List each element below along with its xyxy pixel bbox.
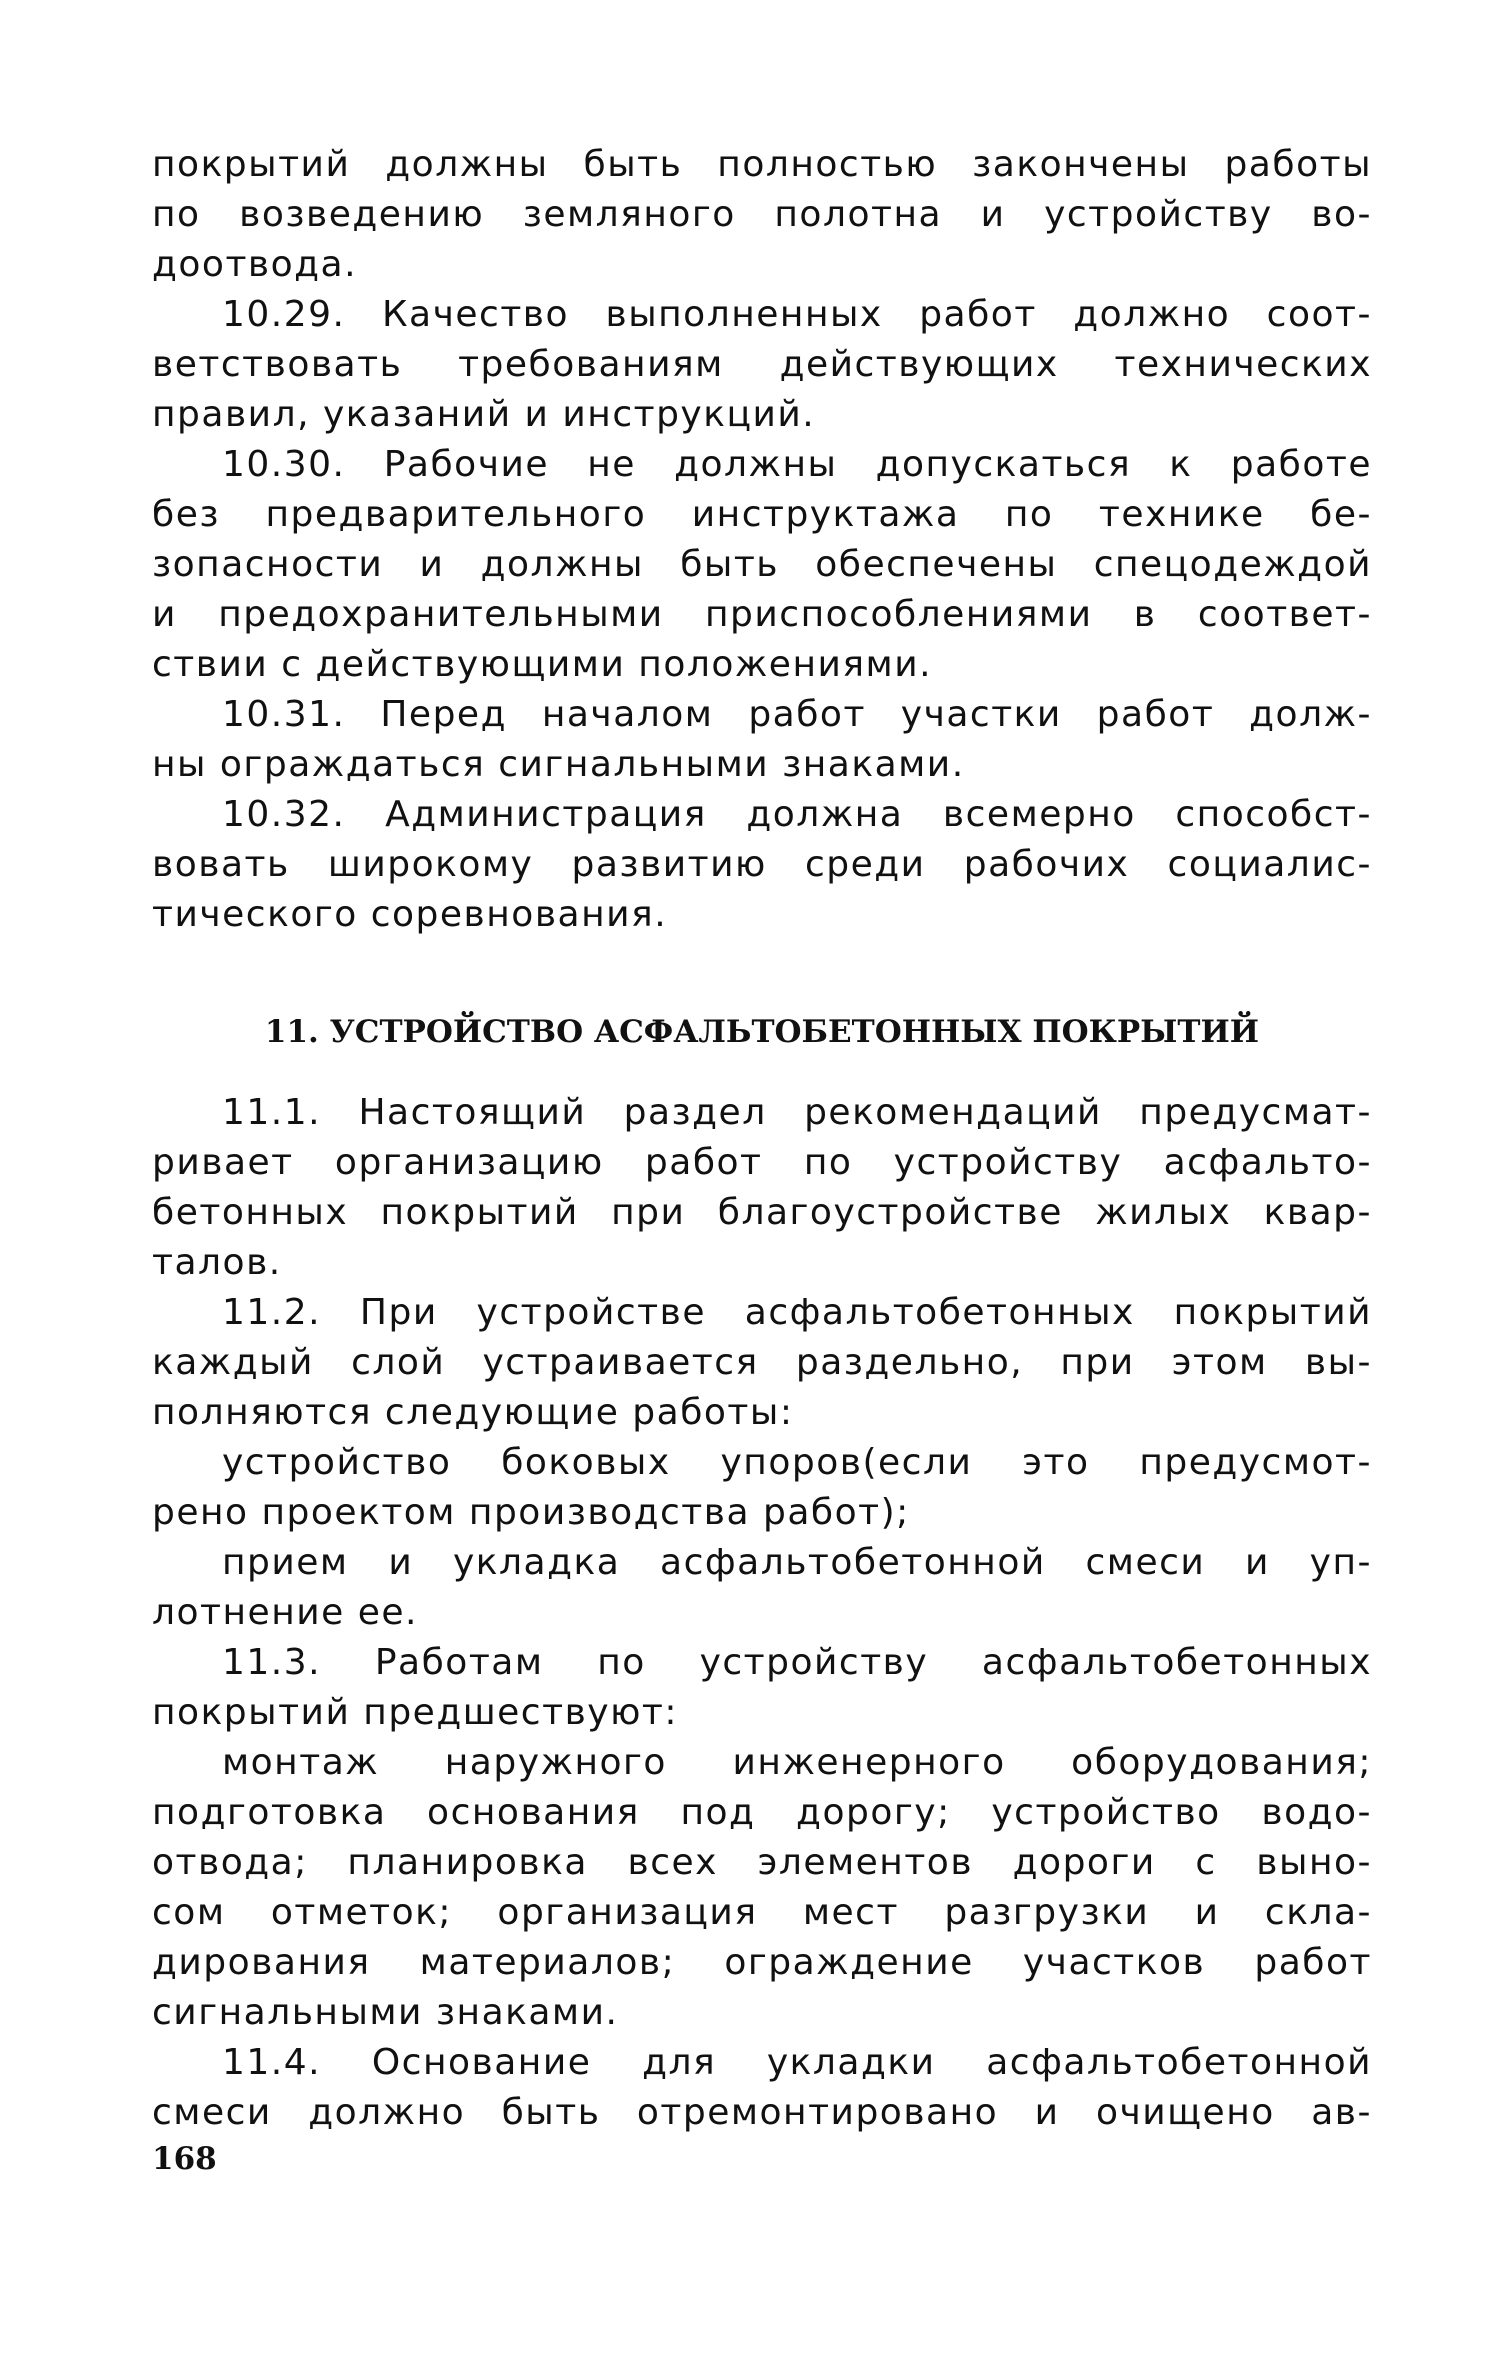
section-11-line: смеси должно быть отремонтировано и очищено ав- xyxy=(152,2092,1372,2133)
section-11-line: покрытий предшествуют: xyxy=(152,1692,678,1733)
section-10-line: вовать широкому развитию среди рабочих социалис- xyxy=(152,844,1372,885)
section-11-line: талов. xyxy=(152,1242,282,1283)
section-10-line: без предварительного инструктажа по технике бе- xyxy=(152,494,1372,535)
section-10-line: 10.29. Качество выполненных работ должно соот- xyxy=(222,294,1372,335)
section-11-line: лотнение ее. xyxy=(152,1592,418,1633)
section-10-line: 10.31. Перед началом работ участки работ долж- xyxy=(222,694,1372,735)
section-10-line: зопасности и должны быть обеспечены спецодеждой xyxy=(152,544,1372,585)
section-10-continuation xyxy=(152,140,1372,940)
section-11-line: прием и укладка асфальтобетонной смеси и уп- xyxy=(222,1542,1372,1583)
section-10-line: и предохранительными приспособлениями в соответ- xyxy=(152,594,1372,635)
section-10-line: покрытий должны быть полностью закончены работы xyxy=(152,144,1372,185)
section-11-body xyxy=(152,1088,1372,2138)
document-page xyxy=(152,140,1372,2138)
section-11-line: дирования материалов; ограждение участков работ xyxy=(152,1942,1372,1983)
section-10-line: 10.32. Администрация должна всемерно способст- xyxy=(222,794,1372,835)
section-11-line: рено проектом производства работ); xyxy=(152,1492,910,1533)
section-11-line: отвода; планировка всех элементов дороги с выно- xyxy=(152,1842,1372,1883)
section-11-line: каждый слой устраивается раздельно, при этом вы- xyxy=(152,1342,1372,1383)
section-11-line: 11.1. Настоящий раздел рекомендаций предусмат- xyxy=(222,1092,1372,1133)
section-11-line: сом отметок; организация мест разгрузки и скла- xyxy=(152,1892,1372,1933)
section-10-line: по возведению земляного полотна и устройству во- xyxy=(152,194,1372,235)
section-11-line: 11.3. Работам по устройству асфальтобетонных xyxy=(222,1642,1372,1683)
section-10-line: тического соревнования. xyxy=(152,894,668,935)
section-11-line: монтаж наружного инженерного оборудования; xyxy=(222,1742,1372,1783)
section-10-line: доотвода. xyxy=(152,244,358,285)
section-11-line: 11.4. Основание для укладки асфальтобетонной xyxy=(222,2042,1372,2083)
section-10-line: ветствовать требованиям действующих технических xyxy=(152,344,1372,385)
section-11-line: ривает организацию работ по устройству асфальто- xyxy=(152,1142,1372,1183)
section-11-line: полняются следующие работы: xyxy=(152,1392,794,1433)
page-number: 168 xyxy=(152,2141,217,2177)
section-11-line: подготовка основания под дорогу; устройство водо- xyxy=(152,1792,1372,1833)
section-10-line: правил, указаний и инструкций. xyxy=(152,394,816,435)
section-10-line: ствии с действующими положениями. xyxy=(152,644,933,685)
section-11-line: бетонных покрытий при благоустройстве жилых квар- xyxy=(152,1192,1372,1233)
section-11-line: 11.2. При устройстве асфальтобетонных покрытий xyxy=(222,1292,1372,1333)
section-11-line: сигнальными знаками. xyxy=(152,1992,619,2033)
section-10-line: ны ограждаться сигнальными знаками. xyxy=(152,744,965,785)
section-11-heading: 11. УСТРОЙСТВО АСФАЛЬТОБЕТОННЫХ ПОКРЫТИЙ xyxy=(264,1014,1260,1050)
section-11-line: устройство боковых упоров(если это предусмот- xyxy=(222,1442,1372,1483)
section-10-line: 10.30. Рабочие не должны допускаться к работе xyxy=(222,444,1372,485)
